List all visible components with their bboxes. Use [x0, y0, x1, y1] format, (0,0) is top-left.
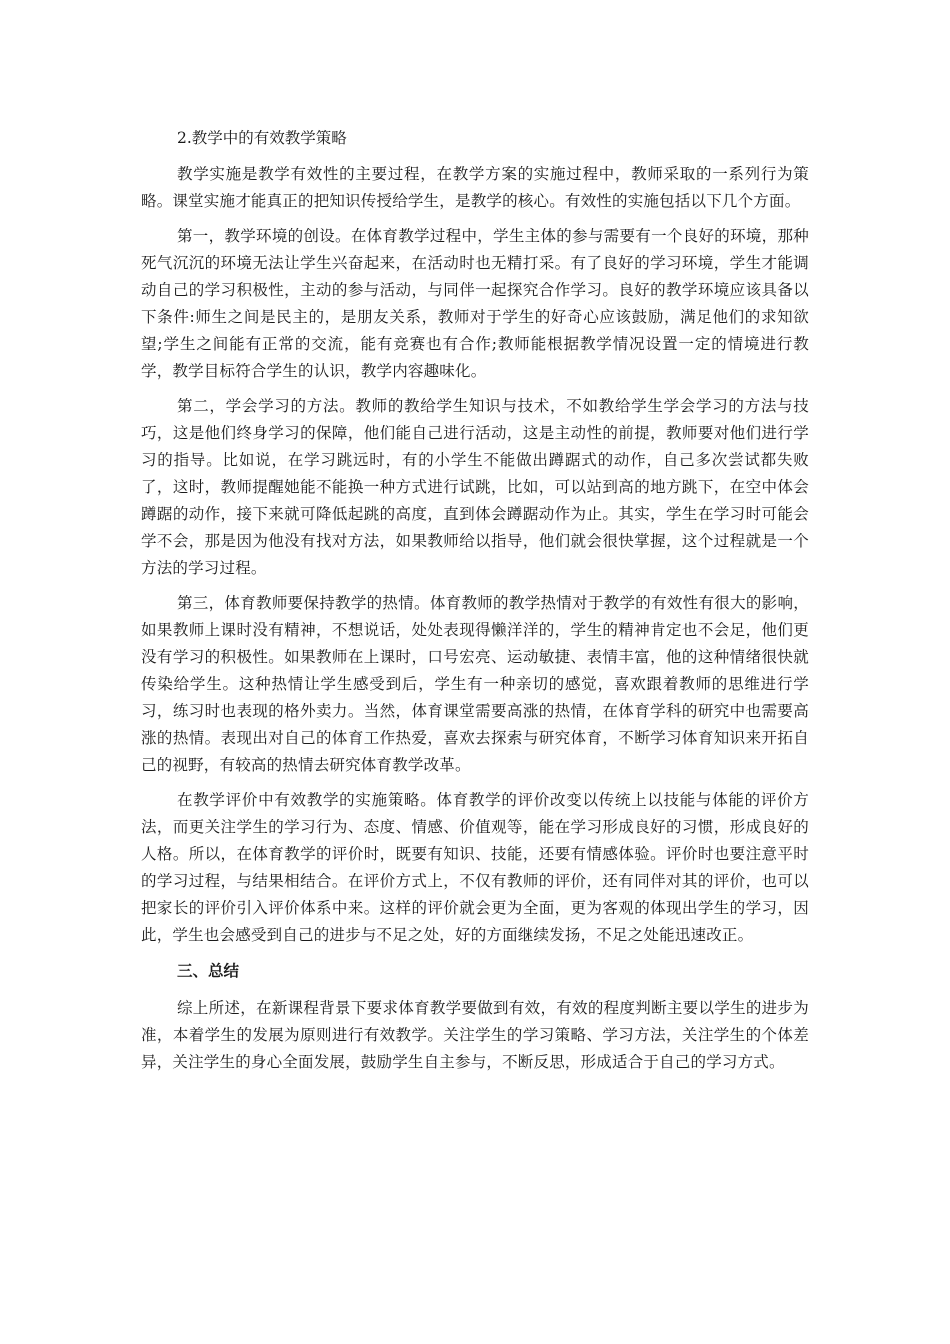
paragraph-evaluation: 在教学评价中有效教学的实施策略。体育教学的评价改变以传统上以技能与体能的评价方法，而更关注学生的学习行为、态度、情感、价值观等，能在学习形成良好的习惯，形成良好的人格。所以，在体育教学的评价时，既要有知识、技能，还要有情感体验。评价时也要注意平时的学习过程，与结果相结合。在评价方式上，不仅有教师的评价，还有同伴对其的评价，也可以把家长的评价引入评价体系中来。这样的评价就会更为全面，更为客观的体现出学生的学习，因此，学生也会感受到自己的进步与不足之处，好的方面继续发扬，不足之处能迅速改正。 [141, 791, 809, 944]
section-heading-summary: 三、总结 [177, 962, 240, 980]
document-body [141, 124, 809, 1084]
paragraph-learning-methods: 第二，学会学习的方法。教师的教给学生知识与技术，不如教给学生学会学习的方法与技巧，这是他们终身学习的保障，他们能自己进行活动，这是主动性的前提，教师要对他们进行学习的指导。比如说，在学习跳远时，有的小学生不能做出蹲踞式的动作，自己多次尝试都失败了，这时，教师提醒她能不能换一种方式进行试跳，比如，可以站到高的地方跳下，在空中体会蹲踞的动作，接下来就可降低起跳的高度，直到体会蹲踞动作为止。其实，学生在学习时可能会学不会，那是因为他没有找对方法，如果教师给以指导，他们就会很快掌握，这个过程就是一个方法的学习过程。 [141, 397, 809, 577]
paragraph-summary: 综上所述，在新课程背景下要求体育教学要做到有效，有效的程度判断主要以学生的进步为准，本着学生的发展为原则进行有效教学。关注学生的学习策略、学习方法，关注学生的个体差异，关注学生的身心全面发展，鼓励学生自主参与，不断反思，形成适合于自己的学习方式。 [141, 999, 809, 1071]
subsection-heading: 2.教学中的有效教学策略 [177, 129, 347, 147]
paragraph-environment: 第一，教学环境的创设。在体育教学过程中，学生主体的参与需要有一个良好的环境，那种死气沉沉的环境无法让学生兴奋起来，在活动时也无精打采。有了良好的学习环境，学生才能调动自己的学习积极性，主动的参与活动，与同伴一起探究合作学习。良好的教学环境应该具备以下条件:师生之间是民主的，是朋友关系，教师对于学生的好奇心应该鼓励，满足他们的求知欲望;学生之间能有正常的交流，能有竞赛也有合作;教师能根据教学情况设置一定的情境进行教学，教学目标符合学生的认识，教学内容趣味化。 [141, 227, 809, 380]
paragraph-implementation: 教学实施是教学有效性的主要过程，在教学方案的实施过程中，教师采取的一系列行为策略。课堂实施才能真正的把知识传授给学生，是教学的核心。有效性的实施包括以下几个方面。 [141, 165, 809, 210]
paragraph-teacher-enthusiasm: 第三，体育教师要保持教学的热情。体育教师的教学热情对于教学的有效性有很大的影响，如果教师上课时没有精神，不想说话，处处表现得懒洋洋的，学生的精神肯定也不会足，他们更没有学习的积极性。如果教师在上课时，口号宏亮、运动敏捷、表情丰富，他的这种情绪很快就传染给学生。这种热情让学生感受到后，学生有一种亲切的感觉，喜欢跟着教师的思维进行学习，练习时也表现的格外卖力。当然，体育课堂需要高涨的热情，在体育学科的研究中也需要高涨的热情。表现出对自己的体育工作热爱，喜欢去探索与研究体育，不断学习体育知识来开拓自己的视野，有较高的热情去研究体育教学改革。 [141, 594, 809, 774]
